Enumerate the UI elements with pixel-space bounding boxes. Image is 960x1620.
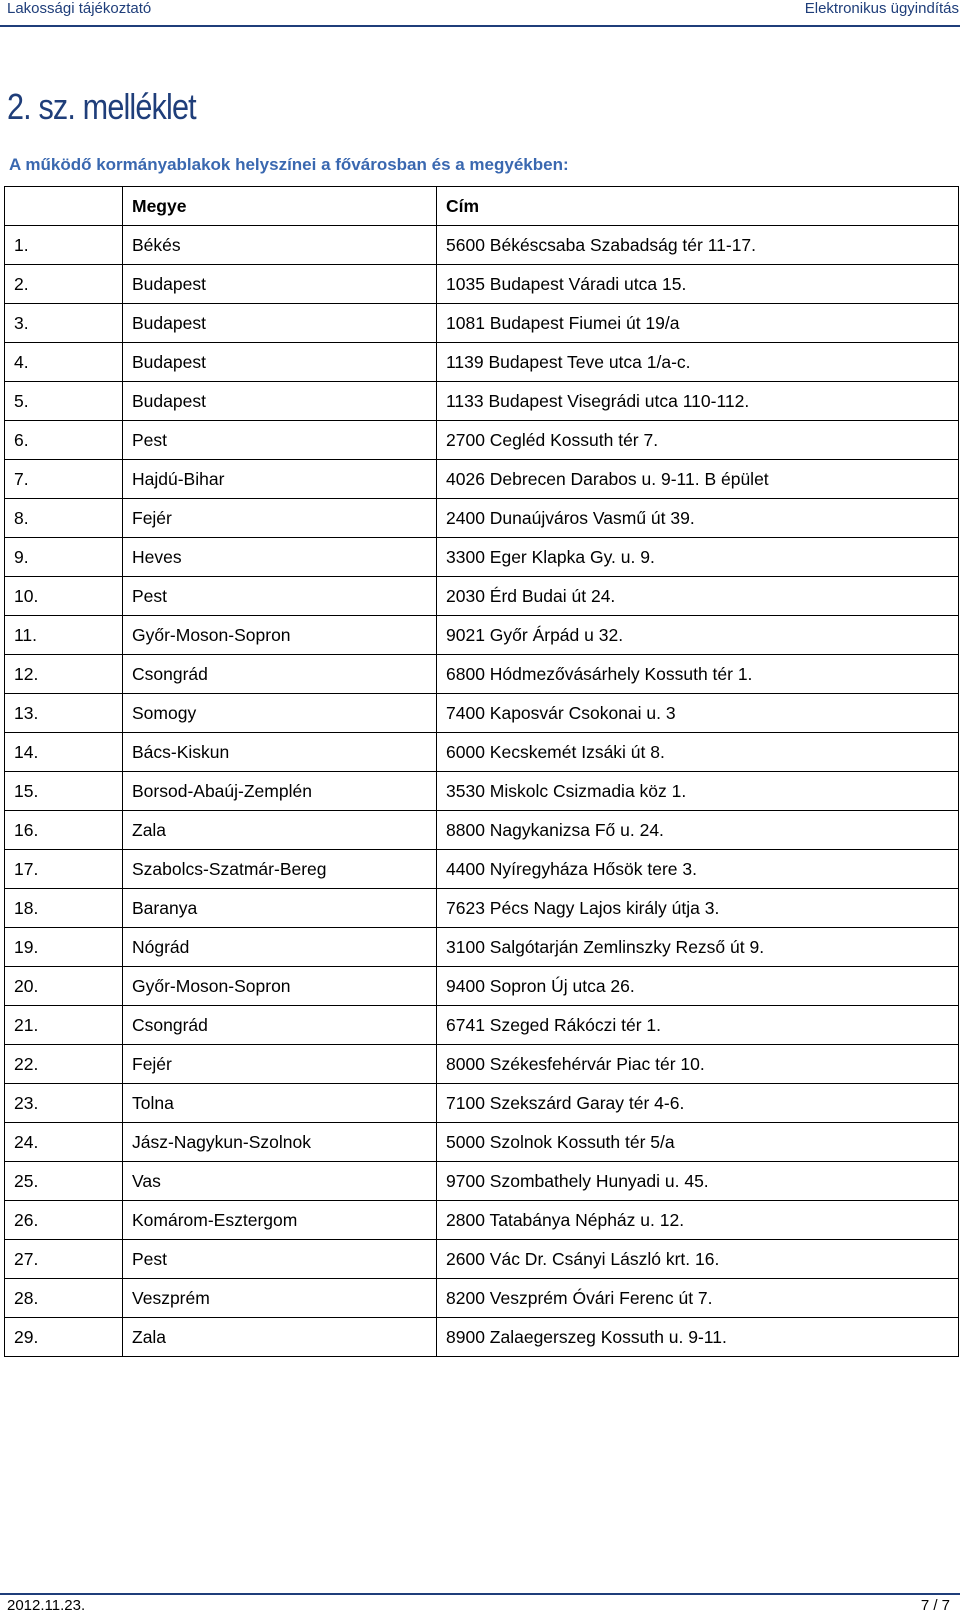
table-row [5, 1006, 959, 1045]
row-address: 1035 Budapest Váradi utca 15. [437, 265, 959, 304]
row-address: 1139 Budapest Teve utca 1/a-c. [437, 343, 959, 382]
row-address: 7623 Pécs Nagy Lajos király útja 3. [437, 889, 959, 928]
row-county: Nógrád [123, 928, 437, 967]
table-row [5, 928, 959, 967]
table-row [5, 382, 959, 421]
table-body [5, 226, 959, 1357]
table-row [5, 1318, 959, 1357]
row-county: Heves [123, 538, 437, 577]
row-address: 2030 Érd Budai út 24. [437, 577, 959, 616]
row-number: 2. [5, 265, 123, 304]
row-address: 4026 Debrecen Darabos u. 9-11. B épület [437, 460, 959, 499]
table-row [5, 1240, 959, 1279]
row-address: 8000 Székesfehérvár Piac tér 10. [437, 1045, 959, 1084]
table-row [5, 1162, 959, 1201]
row-address: 6000 Kecskemét Izsáki út 8. [437, 733, 959, 772]
row-county: Hajdú-Bihar [123, 460, 437, 499]
row-address: 5600 Békéscsaba Szabadság tér 11-17. [437, 226, 959, 265]
row-address: 2600 Vác Dr. Csányi László krt. 16. [437, 1240, 959, 1279]
page-subtitle: A működő kormányablakok helyszínei a fővárosban és a megyékben: [9, 155, 569, 174]
row-county: Zala [123, 1318, 437, 1357]
row-address: 8200 Veszprém Óvári Ferenc út 7. [437, 1279, 959, 1318]
table-row [5, 460, 959, 499]
row-number: 22. [5, 1045, 123, 1084]
row-number: 1. [5, 226, 123, 265]
row-address: 7400 Kaposvár Csokonai u. 3 [437, 694, 959, 733]
table-row [5, 889, 959, 928]
row-county: Pest [123, 421, 437, 460]
header-left-text: Lakossági tájékoztató [7, 0, 152, 17]
row-number: 12. [5, 655, 123, 694]
column-header-number [5, 187, 123, 226]
table-row [5, 499, 959, 538]
row-county: Győr-Moson-Sopron [123, 967, 437, 1006]
row-number: 25. [5, 1162, 123, 1201]
row-number: 16. [5, 811, 123, 850]
row-address: 2700 Cegléd Kossuth tér 7. [437, 421, 959, 460]
row-number: 24. [5, 1123, 123, 1162]
row-county: Somogy [123, 694, 437, 733]
row-address: 1133 Budapest Visegrádi utca 110-112. [437, 382, 959, 421]
row-number: 19. [5, 928, 123, 967]
row-county: Tolna [123, 1084, 437, 1123]
row-address: 9700 Szombathely Hunyadi u. 45. [437, 1162, 959, 1201]
row-number: 26. [5, 1201, 123, 1240]
row-county: Békés [123, 226, 437, 265]
page-title: 2. sz. melléklet [7, 86, 196, 127]
row-county: Budapest [123, 304, 437, 343]
table-row [5, 577, 959, 616]
row-number: 17. [5, 850, 123, 889]
table-row [5, 1084, 959, 1123]
row-county: Győr-Moson-Sopron [123, 616, 437, 655]
table-header-row [5, 187, 959, 226]
row-address: 2800 Tatabánya Népház u. 12. [437, 1201, 959, 1240]
row-number: 3. [5, 304, 123, 343]
table-row [5, 1279, 959, 1318]
table-row [5, 265, 959, 304]
table-row [5, 538, 959, 577]
table-row [5, 694, 959, 733]
row-number: 4. [5, 343, 123, 382]
table-row [5, 226, 959, 265]
row-address: 8900 Zalaegerszeg Kossuth u. 9-11. [437, 1318, 959, 1357]
row-number: 15. [5, 772, 123, 811]
row-county: Budapest [123, 343, 437, 382]
row-county: Szabolcs-Szatmár-Bereg [123, 850, 437, 889]
row-number: 29. [5, 1318, 123, 1357]
row-address: 3300 Eger Klapka Gy. u. 9. [437, 538, 959, 577]
row-county: Budapest [123, 265, 437, 304]
row-county: Veszprém [123, 1279, 437, 1318]
row-county: Bács-Kiskun [123, 733, 437, 772]
table-row [5, 304, 959, 343]
row-county: Budapest [123, 382, 437, 421]
row-county: Fejér [123, 499, 437, 538]
page-header [7, 0, 959, 20]
row-number: 10. [5, 577, 123, 616]
row-address: 8800 Nagykanizsa Fő u. 24. [437, 811, 959, 850]
row-number: 9. [5, 538, 123, 577]
row-county: Jász-Nagykun-Szolnok [123, 1123, 437, 1162]
kormanyablak-sites-table [4, 186, 959, 1357]
table-row [5, 421, 959, 460]
row-address: 3100 Salgótarján Zemlinszky Rezső út 9. [437, 928, 959, 967]
row-county: Borsod-Abaúj-Zemplén [123, 772, 437, 811]
row-number: 11. [5, 616, 123, 655]
row-address: 2400 Dunaújváros Vasmű út 39. [437, 499, 959, 538]
table-row [5, 616, 959, 655]
row-county: Baranya [123, 889, 437, 928]
row-county: Vas [123, 1162, 437, 1201]
row-county: Pest [123, 577, 437, 616]
row-number: 20. [5, 967, 123, 1006]
table-row [5, 811, 959, 850]
table-row [5, 1045, 959, 1084]
row-address: 9400 Sopron Új utca 26. [437, 967, 959, 1006]
row-address: 5000 Szolnok Kossuth tér 5/a [437, 1123, 959, 1162]
row-address: 6800 Hódmezővásárhely Kossuth tér 1. [437, 655, 959, 694]
row-number: 14. [5, 733, 123, 772]
row-number: 18. [5, 889, 123, 928]
header-right-text: Elektronikus ügyindítás [804, 0, 959, 17]
column-header-address: Cím [437, 187, 959, 226]
table-row [5, 343, 959, 382]
row-address: 1081 Budapest Fiumei út 19/a [437, 304, 959, 343]
row-county: Fejér [123, 1045, 437, 1084]
table-row [5, 772, 959, 811]
row-county: Csongrád [123, 1006, 437, 1045]
table-row [5, 1201, 959, 1240]
footer-date: 2012.11.23. [7, 1597, 86, 1614]
row-county: Komárom-Esztergom [123, 1201, 437, 1240]
table-row [5, 850, 959, 889]
table-row [5, 967, 959, 1006]
row-address: 4400 Nyíregyháza Hősök tere 3. [437, 850, 959, 889]
row-number: 13. [5, 694, 123, 733]
footer-divider [0, 1593, 960, 1595]
row-number: 28. [5, 1279, 123, 1318]
row-county: Csongrád [123, 655, 437, 694]
table-row [5, 655, 959, 694]
row-number: 27. [5, 1240, 123, 1279]
row-address: 3530 Miskolc Csizmadia köz 1. [437, 772, 959, 811]
row-address: 9021 Győr Árpád u 32. [437, 616, 959, 655]
column-header-county: Megye [123, 187, 437, 226]
row-number: 21. [5, 1006, 123, 1045]
row-address: 7100 Szekszárd Garay tér 4-6. [437, 1084, 959, 1123]
row-number: 5. [5, 382, 123, 421]
table-row [5, 1123, 959, 1162]
table-row [5, 733, 959, 772]
footer-page-number: 7 / 7 [920, 1597, 950, 1614]
row-number: 23. [5, 1084, 123, 1123]
row-number: 8. [5, 499, 123, 538]
header-divider [0, 25, 960, 27]
row-county: Pest [123, 1240, 437, 1279]
row-county: Zala [123, 811, 437, 850]
row-number: 6. [5, 421, 123, 460]
row-address: 6741 Szeged Rákóczi tér 1. [437, 1006, 959, 1045]
row-number: 7. [5, 460, 123, 499]
